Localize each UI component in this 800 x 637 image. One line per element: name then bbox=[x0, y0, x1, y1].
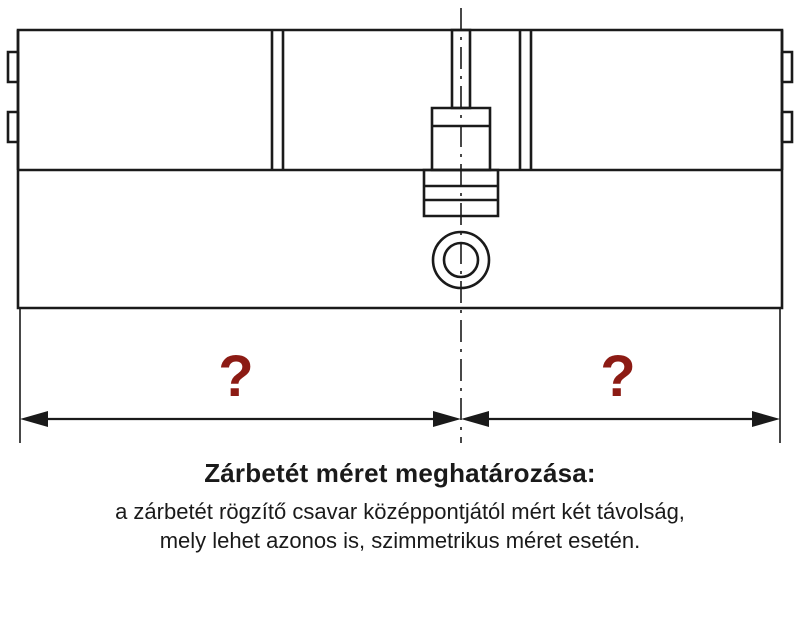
caption-body bbox=[0, 497, 800, 555]
dimension-arrow-left-start bbox=[20, 411, 48, 427]
dimension-arrow-right-end bbox=[752, 411, 780, 427]
question-mark-left: ? bbox=[218, 344, 254, 409]
right-end-notches bbox=[782, 52, 792, 142]
question-mark-right: ? bbox=[600, 344, 636, 409]
caption-line-1: a zárbetét rögzítő csavar középpontjától mért két távolság, bbox=[115, 499, 685, 525]
cylinder-body-outline bbox=[18, 30, 782, 308]
caption-block bbox=[0, 458, 800, 555]
caption-title: Zárbetét méret meghatározása: bbox=[204, 458, 596, 488]
dimension-arrow-left-end bbox=[433, 411, 461, 427]
dimension-extension-lines bbox=[20, 308, 780, 443]
left-end-notches bbox=[8, 52, 18, 142]
dimension-arrow-right-start bbox=[461, 411, 489, 427]
right-barrel bbox=[520, 30, 531, 170]
left-barrel bbox=[272, 30, 283, 170]
caption-line-2: mely lehet azonos is, szimmetrikus méret esetén. bbox=[159, 528, 641, 554]
